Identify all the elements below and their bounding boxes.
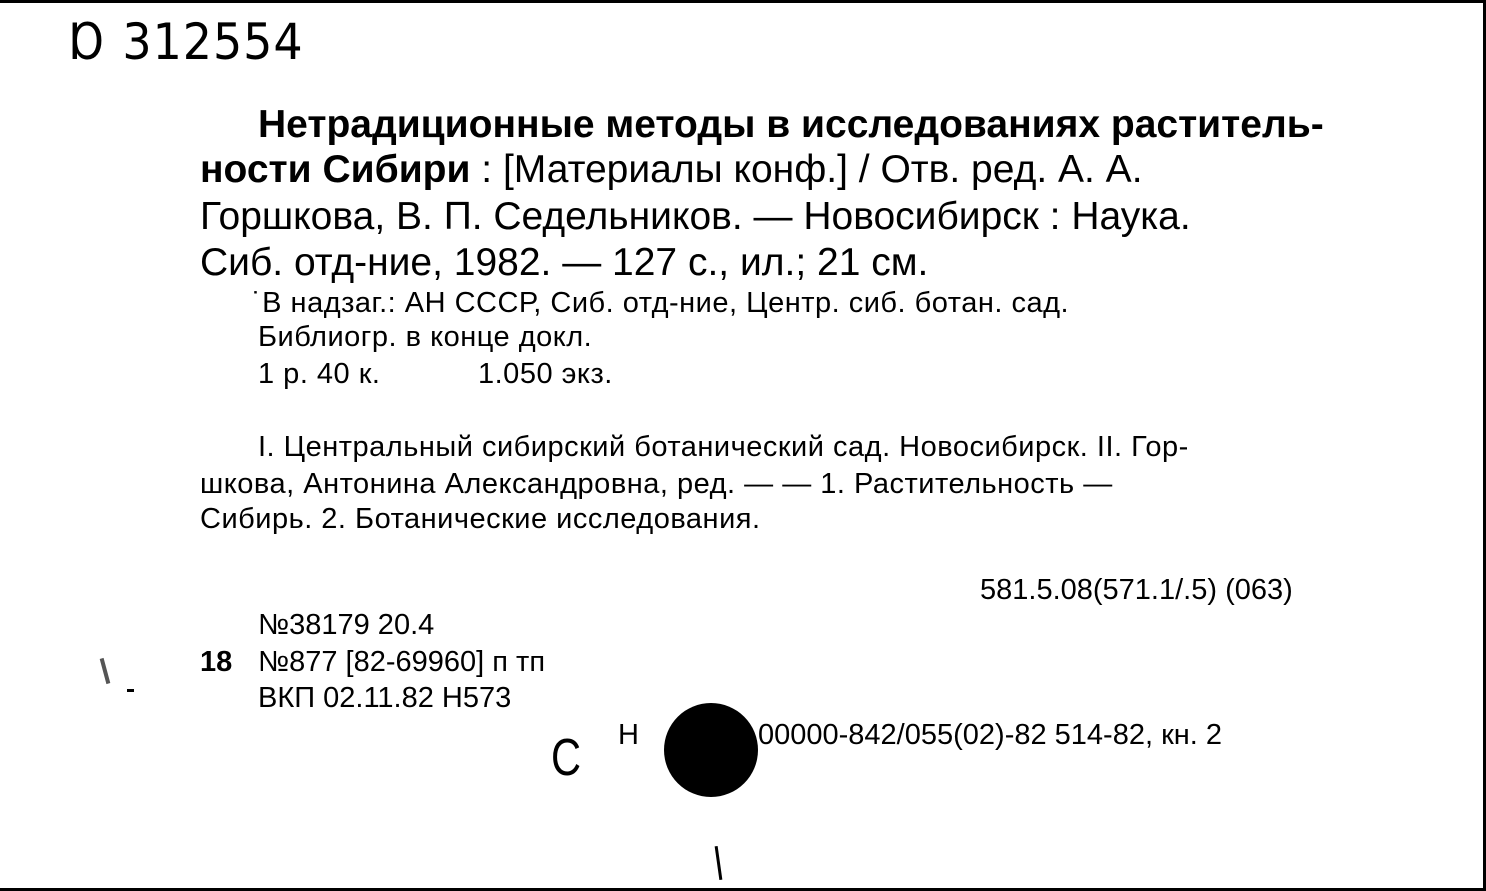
note-line-2: Библиогр. в конце докл. (258, 321, 593, 353)
title-line-2 (200, 148, 1143, 192)
title-line-3: Горшкова, В. П. Седельников. — Новосибирск : Наука. (200, 195, 1191, 238)
title-bold-1: Нетрадиционные методы в исследованиях раститель- (258, 103, 1324, 146)
price: 1 р. 40 к. (258, 358, 381, 390)
tracing-line-1: I. Центральный сибирский ботанический сад. Новосибирск. II. Гор- (258, 431, 1189, 463)
tracing-line-2: шкова, Антонина Александровна, ред. — — 1. Растительность — (200, 468, 1113, 500)
note-line-1: ˙В надзаг.: АН СССР, Сиб. отд-ние, Центр. сиб. ботан. сад. (252, 287, 1070, 319)
c-letter: С (551, 729, 582, 787)
title-bold-2: ности Сибири (200, 148, 471, 191)
series-prefix: 18 (200, 646, 233, 678)
copies: 1.050 экз. (478, 358, 613, 390)
stray-mark (100, 658, 111, 684)
stray-mark (715, 846, 723, 880)
h-letter: Н (618, 719, 639, 751)
udc-code: 581.5.08(571.1/.5) (063) (980, 574, 1293, 606)
border-gap (900, 3, 1120, 7)
title-rest-2: : [Материалы конф.] / Отв. ред. А. А. (470, 148, 1143, 191)
bottom-code: 00000-842/055(02)-82 514-82, кн. 2 (758, 719, 1223, 751)
title-line-1 (258, 103, 1324, 147)
record-number: №38179 20.4 (258, 609, 435, 641)
stray-mark (127, 689, 134, 692)
handwritten-call-number: Ɒ 312554 (70, 13, 304, 71)
punch-hole (664, 703, 758, 797)
title-line-4: Сиб. отд-ние, 1982. — 127 с., ил.; 21 см. (200, 241, 929, 284)
tracing-line-3: Сибирь. 2. Ботанические исследования. (200, 503, 761, 535)
vkp-line: ВКП 02.11.82 Н573 (258, 682, 512, 714)
series-number: №877 [82-69960] п тп (258, 646, 546, 678)
